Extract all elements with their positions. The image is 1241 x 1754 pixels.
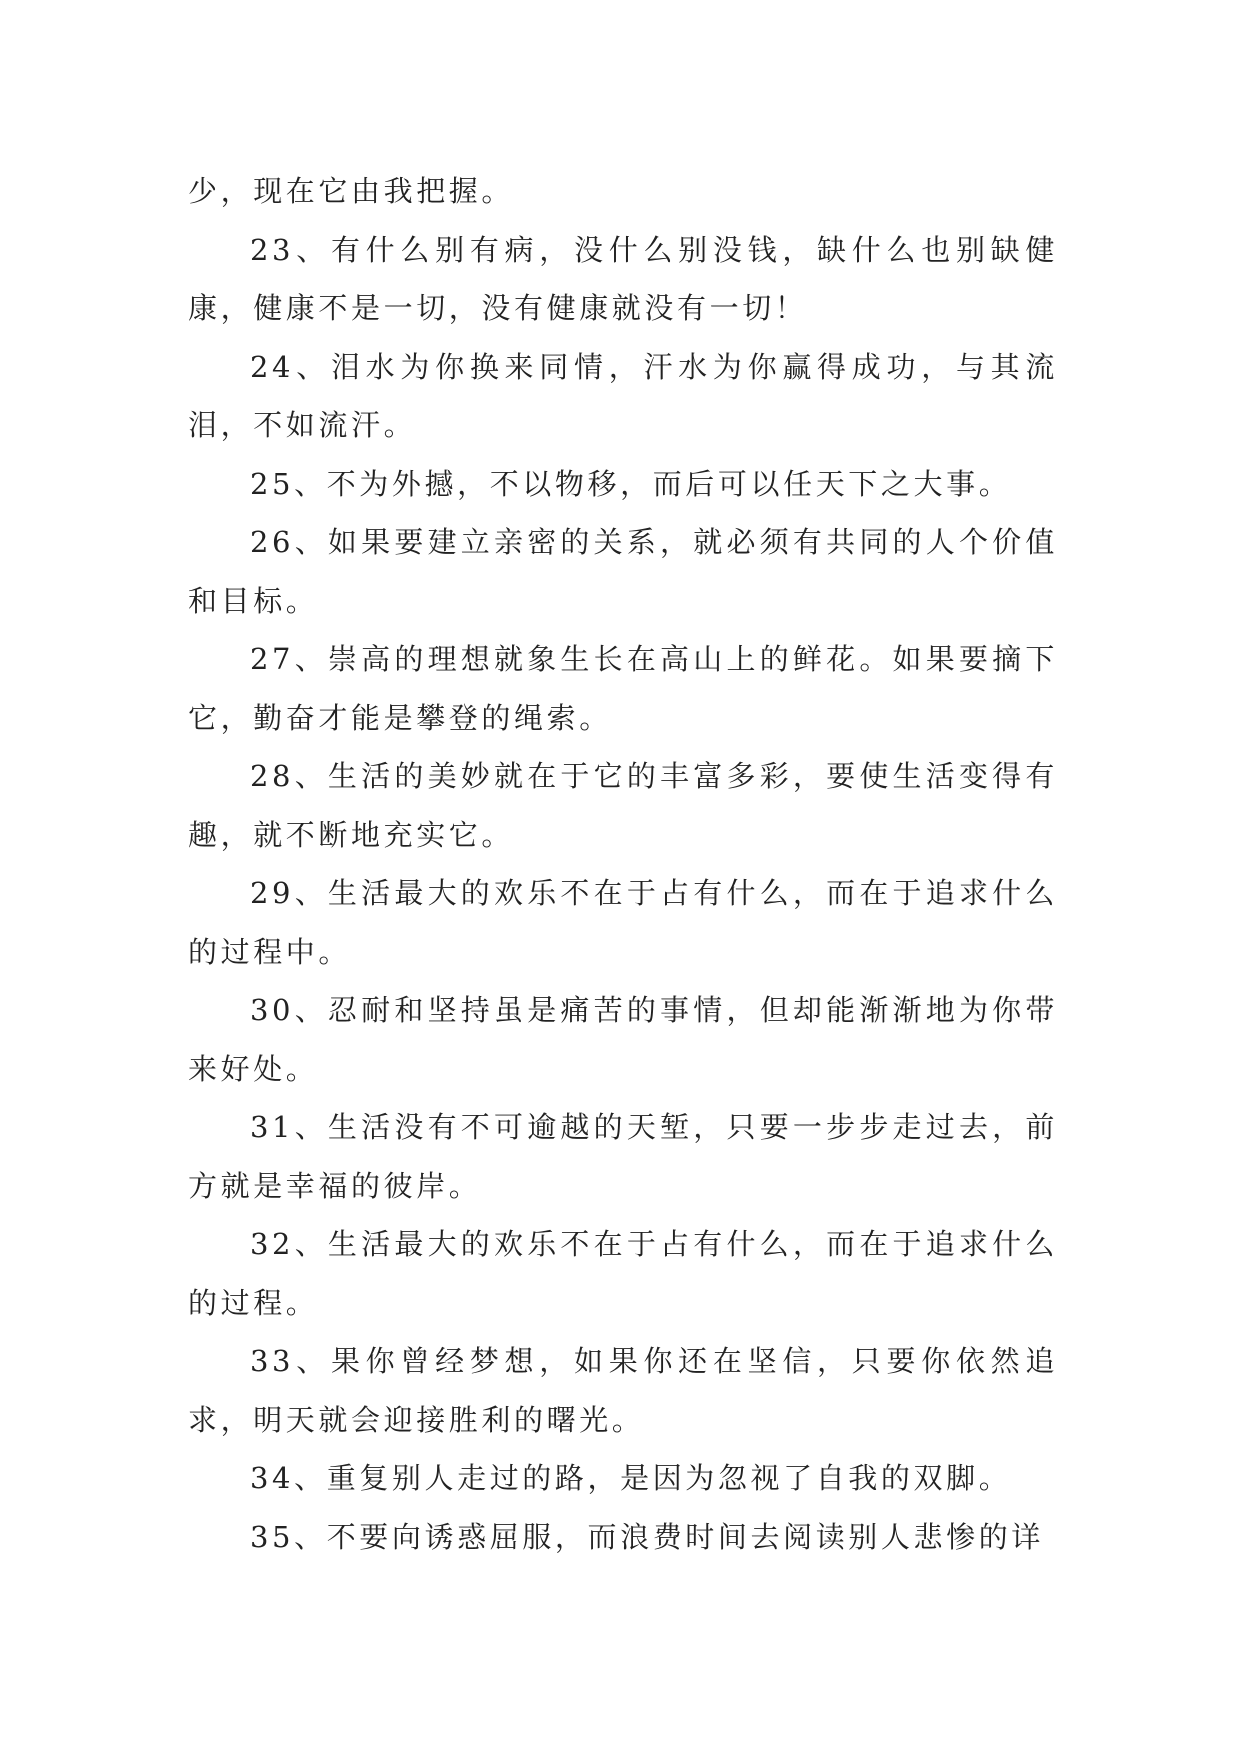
paragraph-26: 26、如果要建立亲密的关系，就必须有共同的人个价值和目标。 bbox=[188, 525, 1058, 618]
paragraph-32: 32、生活最大的欢乐不在于占有什么，而在于追求什么的过程。 bbox=[188, 1227, 1058, 1320]
paragraph-25: 25、不为外撼，不以物移，而后可以任天下之大事。 bbox=[250, 466, 1012, 501]
paragraph-23: 23、有什么别有病，没什么别没钱，缺什么也别缺健康，健康不是一切，没有健康就没有一切！ bbox=[188, 232, 1058, 325]
paragraph-continuation: 少，现在它由我把握。 bbox=[188, 174, 515, 208]
paragraph-28: 28、生活的美妙就在于它的丰富多彩，要使生活变得有趣，就不断地充实它。 bbox=[188, 759, 1058, 852]
paragraph-35: 35、不要向诱惑屈服，而浪费时间去阅读别人悲惨的详 bbox=[250, 1519, 1044, 1554]
paragraph-27: 27、崇高的理想就象生长在高山上的鲜花。如果要摘下它，勤奋才能是攀登的绳索。 bbox=[188, 642, 1058, 735]
paragraph-34: 34、重复别人走过的路，是因为忽视了自我的双脚。 bbox=[250, 1461, 1012, 1495]
document-body bbox=[188, 162, 1058, 1566]
paragraph-29: 29、生活最大的欢乐不在于占有什么，而在于追求什么的过程中。 bbox=[188, 876, 1058, 969]
paragraph-30: 30、忍耐和坚持虽是痛苦的事情，但却能渐渐地为你带来好处。 bbox=[188, 993, 1058, 1086]
paragraph-31: 31、生活没有不可逾越的天堑，只要一步步走过去，前方就是幸福的彼岸。 bbox=[188, 1110, 1058, 1203]
paragraph-24: 24、泪水为你换来同情，汗水为你赢得成功，与其流泪，不如流汗。 bbox=[188, 349, 1058, 442]
paragraph-33: 33、果你曾经梦想，如果你还在坚信，只要你依然追求，明天就会迎接胜利的曙光。 bbox=[188, 1344, 1058, 1437]
